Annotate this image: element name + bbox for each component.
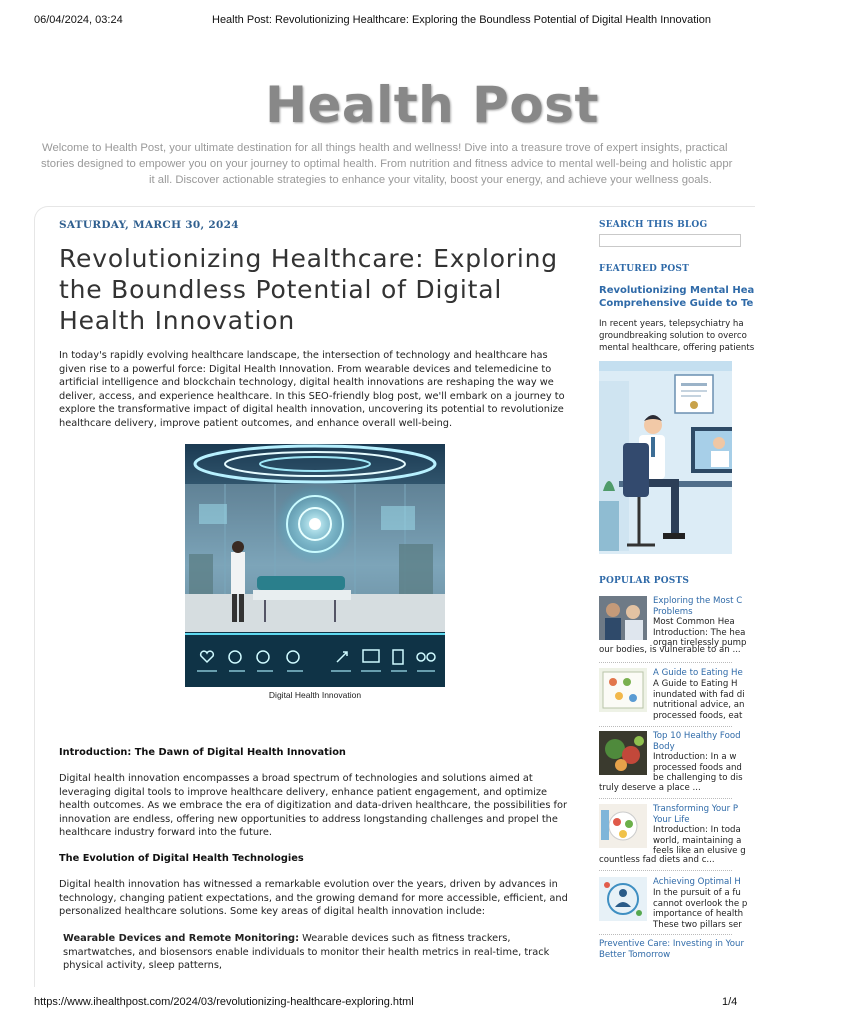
popular-post-title-line: Body [653, 741, 675, 752]
popular-post-item[interactable] [599, 596, 747, 658]
popular-post-snippet-line: processed foods, eat [653, 710, 743, 721]
featured-snippet-line: In recent years, telepsychiatry ha [599, 319, 744, 329]
wellness-thumbnail [599, 877, 647, 921]
featured-title-line: Comprehensive Guide to Te [599, 298, 754, 309]
wearables-label: Wearable Devices and Remote Monitoring: [63, 933, 299, 944]
featured-heading: FEATURED POST [599, 264, 689, 274]
telepsychiatry-illustration [599, 361, 732, 554]
popular-post-title-line: A Guide to Eating He [653, 668, 743, 678]
featured-post-title[interactable] [599, 284, 755, 312]
popular-post-snippet-line: importance of health [653, 909, 744, 919]
popular-post-title[interactable] [653, 596, 743, 617]
featured-snippet-line: groundbreaking solution to overco [599, 331, 747, 341]
site-description-line: Welcome to Health Post, your ultimate destination for all things health and wellness! Dive into a treasure trove of expert insights, practical [42, 142, 728, 154]
popular-post-item[interactable] [599, 804, 746, 866]
popular-post-title-line: Your Life [653, 814, 690, 825]
popular-posts-heading: POPULAR POSTS [599, 576, 690, 586]
popular-post-title[interactable] [653, 804, 743, 825]
popular-post-snippet-wrap: truly deserve a place ... [599, 783, 701, 793]
print-page-number: 1/4 [722, 996, 738, 1008]
divider [599, 662, 732, 663]
popular-post-snippet [653, 888, 747, 930]
popular-post-item[interactable] [599, 668, 745, 722]
site-description-line: it all. Discover actionable strategies to enhance your vitality, boost your energy, and achieve your wellness goals. [149, 174, 712, 186]
popular-post-snippet-line: These two pillars ser [653, 919, 742, 930]
popular-post-snippet-line: be challenging to dis [653, 773, 743, 783]
paragraph-evolution: Digital health innovation has witnessed a remarkable evolution over the years, driven by advances in technology, changing patient expectations, and the growing demand for more accessible, efficient, and personalized healthcare solutions. Some key areas of digital health innovation include: [59, 879, 568, 918]
popular-post-snippet-wrap: our bodies, is vulnerable to an ... [599, 645, 741, 655]
popular-post-snippet-line: A Guide to Eating H [653, 679, 738, 689]
post-image-caption: Digital Health Innovation [268, 690, 362, 700]
popular-post-snippet-line: Introduction: In toda [653, 825, 741, 835]
popular-post-title[interactable] [599, 939, 745, 960]
popular-post-title[interactable] [653, 877, 743, 888]
popular-post-title[interactable] [653, 731, 743, 752]
post-date: SATURDAY, MARCH 30, 2024 [59, 219, 239, 231]
popular-post-title-line: Exploring the Most C [653, 596, 743, 606]
post-title: Revolutionizing Healthcare: Exploring the Boundless Potential of Digital Health Innovation [59, 244, 558, 335]
popular-post-title[interactable] [653, 668, 743, 679]
search-input[interactable] [599, 234, 741, 247]
print-datetime: 06/04/2024, 03:24 [34, 14, 123, 26]
popular-post-snippet-line: inundated with fad di [653, 689, 745, 700]
popular-post-snippet [653, 825, 746, 857]
popular-post-snippet-line: Introduction: In a w [653, 752, 737, 762]
digital-health-illustration [185, 444, 445, 687]
divider [599, 726, 732, 727]
featured-post-image[interactable] [599, 361, 732, 554]
popular-post-snippet-line: In the pursuit of a fu [653, 888, 741, 898]
popular-post-item[interactable] [599, 939, 745, 963]
doctor-patient-thumbnail [599, 596, 647, 640]
wearables-text: Wearable devices such as fitness trackers, smartwatches, and biosensors enable individuals to monitor their health metrics in real-time, track physical activity, sleep patterns, [63, 933, 550, 972]
featured-snippet-line: mental healthcare, offering patients [599, 343, 755, 353]
healthy-eating-thumbnail [599, 668, 647, 712]
popular-post-title-line: Achieving Optimal H [653, 877, 741, 887]
popular-post-item[interactable] [599, 731, 743, 793]
section-heading-evolution: The Evolution of Digital Health Technologies [59, 853, 304, 864]
divider [599, 934, 732, 935]
popular-post-snippet-line: organ tirelessly pump [653, 638, 747, 648]
popular-post-snippet-wrap: countless fad diets and c... [599, 855, 715, 865]
popular-post-title-line: Top 10 Healthy Food [653, 731, 741, 741]
popular-post-snippet-line: Introduction: The hea [653, 627, 746, 638]
paragraph-intro: Digital health innovation encompasses a broad spectrum of technologies and solutions aimed at leveraging digital tools to improve healthcare delivery, enhance patient engagement, and optimize health outcomes. As we embrace the era of digitization and data-driven healthcare, the possibilities for innovation are endless, offering new opportunities to address longstanding challenges and propel the healthcare industry forward into the future. [59, 773, 568, 839]
popular-post-snippet-line: nutritional advice, an [653, 700, 745, 710]
featured-title-line: Revolutionizing Mental Hea [599, 285, 755, 296]
print-url: https://www.ihealthpost.com/2024/03/revolutionizing-healthcare-exploring.html [34, 996, 414, 1008]
popular-post-title-line: Better Tomorrow [599, 949, 671, 960]
popular-post-title-line: Preventive Care: Investing in Your [599, 939, 745, 949]
popular-post-snippet-line: feels like an elusive g [653, 846, 746, 856]
popular-post-thumbnail [599, 668, 647, 712]
popular-post-thumbnail [599, 596, 647, 640]
popular-post-thumbnail [599, 804, 647, 848]
popular-post-snippet-line: processed foods and [653, 762, 742, 773]
site-title[interactable]: Health Post [265, 76, 599, 134]
popular-post-snippet [653, 617, 747, 649]
popular-post-snippet [653, 679, 745, 721]
popular-post-snippet [653, 752, 743, 784]
section-heading-intro: Introduction: The Dawn of Digital Health Innovation [59, 747, 346, 758]
featured-post-snippet [599, 318, 755, 356]
paragraph-wearables [63, 932, 559, 973]
post-image[interactable] [185, 444, 445, 687]
popular-post-snippet-line: world, maintaining a [653, 835, 742, 846]
popular-post-title-line: Transforming Your P [653, 804, 739, 814]
search-heading: SEARCH THIS BLOG [599, 220, 708, 230]
popular-post-title-line: Problems [653, 606, 693, 617]
popular-post-thumbnail [599, 877, 647, 921]
popular-post-thumbnail [599, 731, 647, 775]
popular-post-snippet-line: cannot overlook the p [653, 898, 748, 909]
site-description [0, 142, 768, 190]
lifestyle-thumbnail [599, 804, 647, 848]
print-page-title: Health Post: Revolutionizing Healthcare: Exploring the Boundless Potential of Digital Health Innovation [212, 14, 711, 26]
divider [599, 870, 732, 871]
healthy-food-thumbnail [599, 731, 647, 775]
divider [599, 798, 732, 799]
popular-post-item[interactable] [599, 877, 748, 931]
popular-post-snippet-line: Most Common Hea [653, 617, 735, 627]
post-intro-paragraph: In today's rapidly evolving healthcare landscape, the intersection of technology and healthcare has given rise to a powerful force: Digital Health Innovation. From wearable devices and telemedicine to artificial intelligence and blockchain technology, digital health innovations are reshaping the way we deliver, access, and experience healthcare. In this SEO-friendly blog post, we'll embark on a journey to explore the transformative impact of digital health innovation, uncovering its potential to revolutionize healthcare delivery, improve patient outcomes, and enhance overall well-being. [59, 350, 565, 429]
site-description-line: stories designed to empower you on your journey to optimal health. From nutrition and fitness advice to mental well-being and holistic appr [41, 158, 733, 170]
